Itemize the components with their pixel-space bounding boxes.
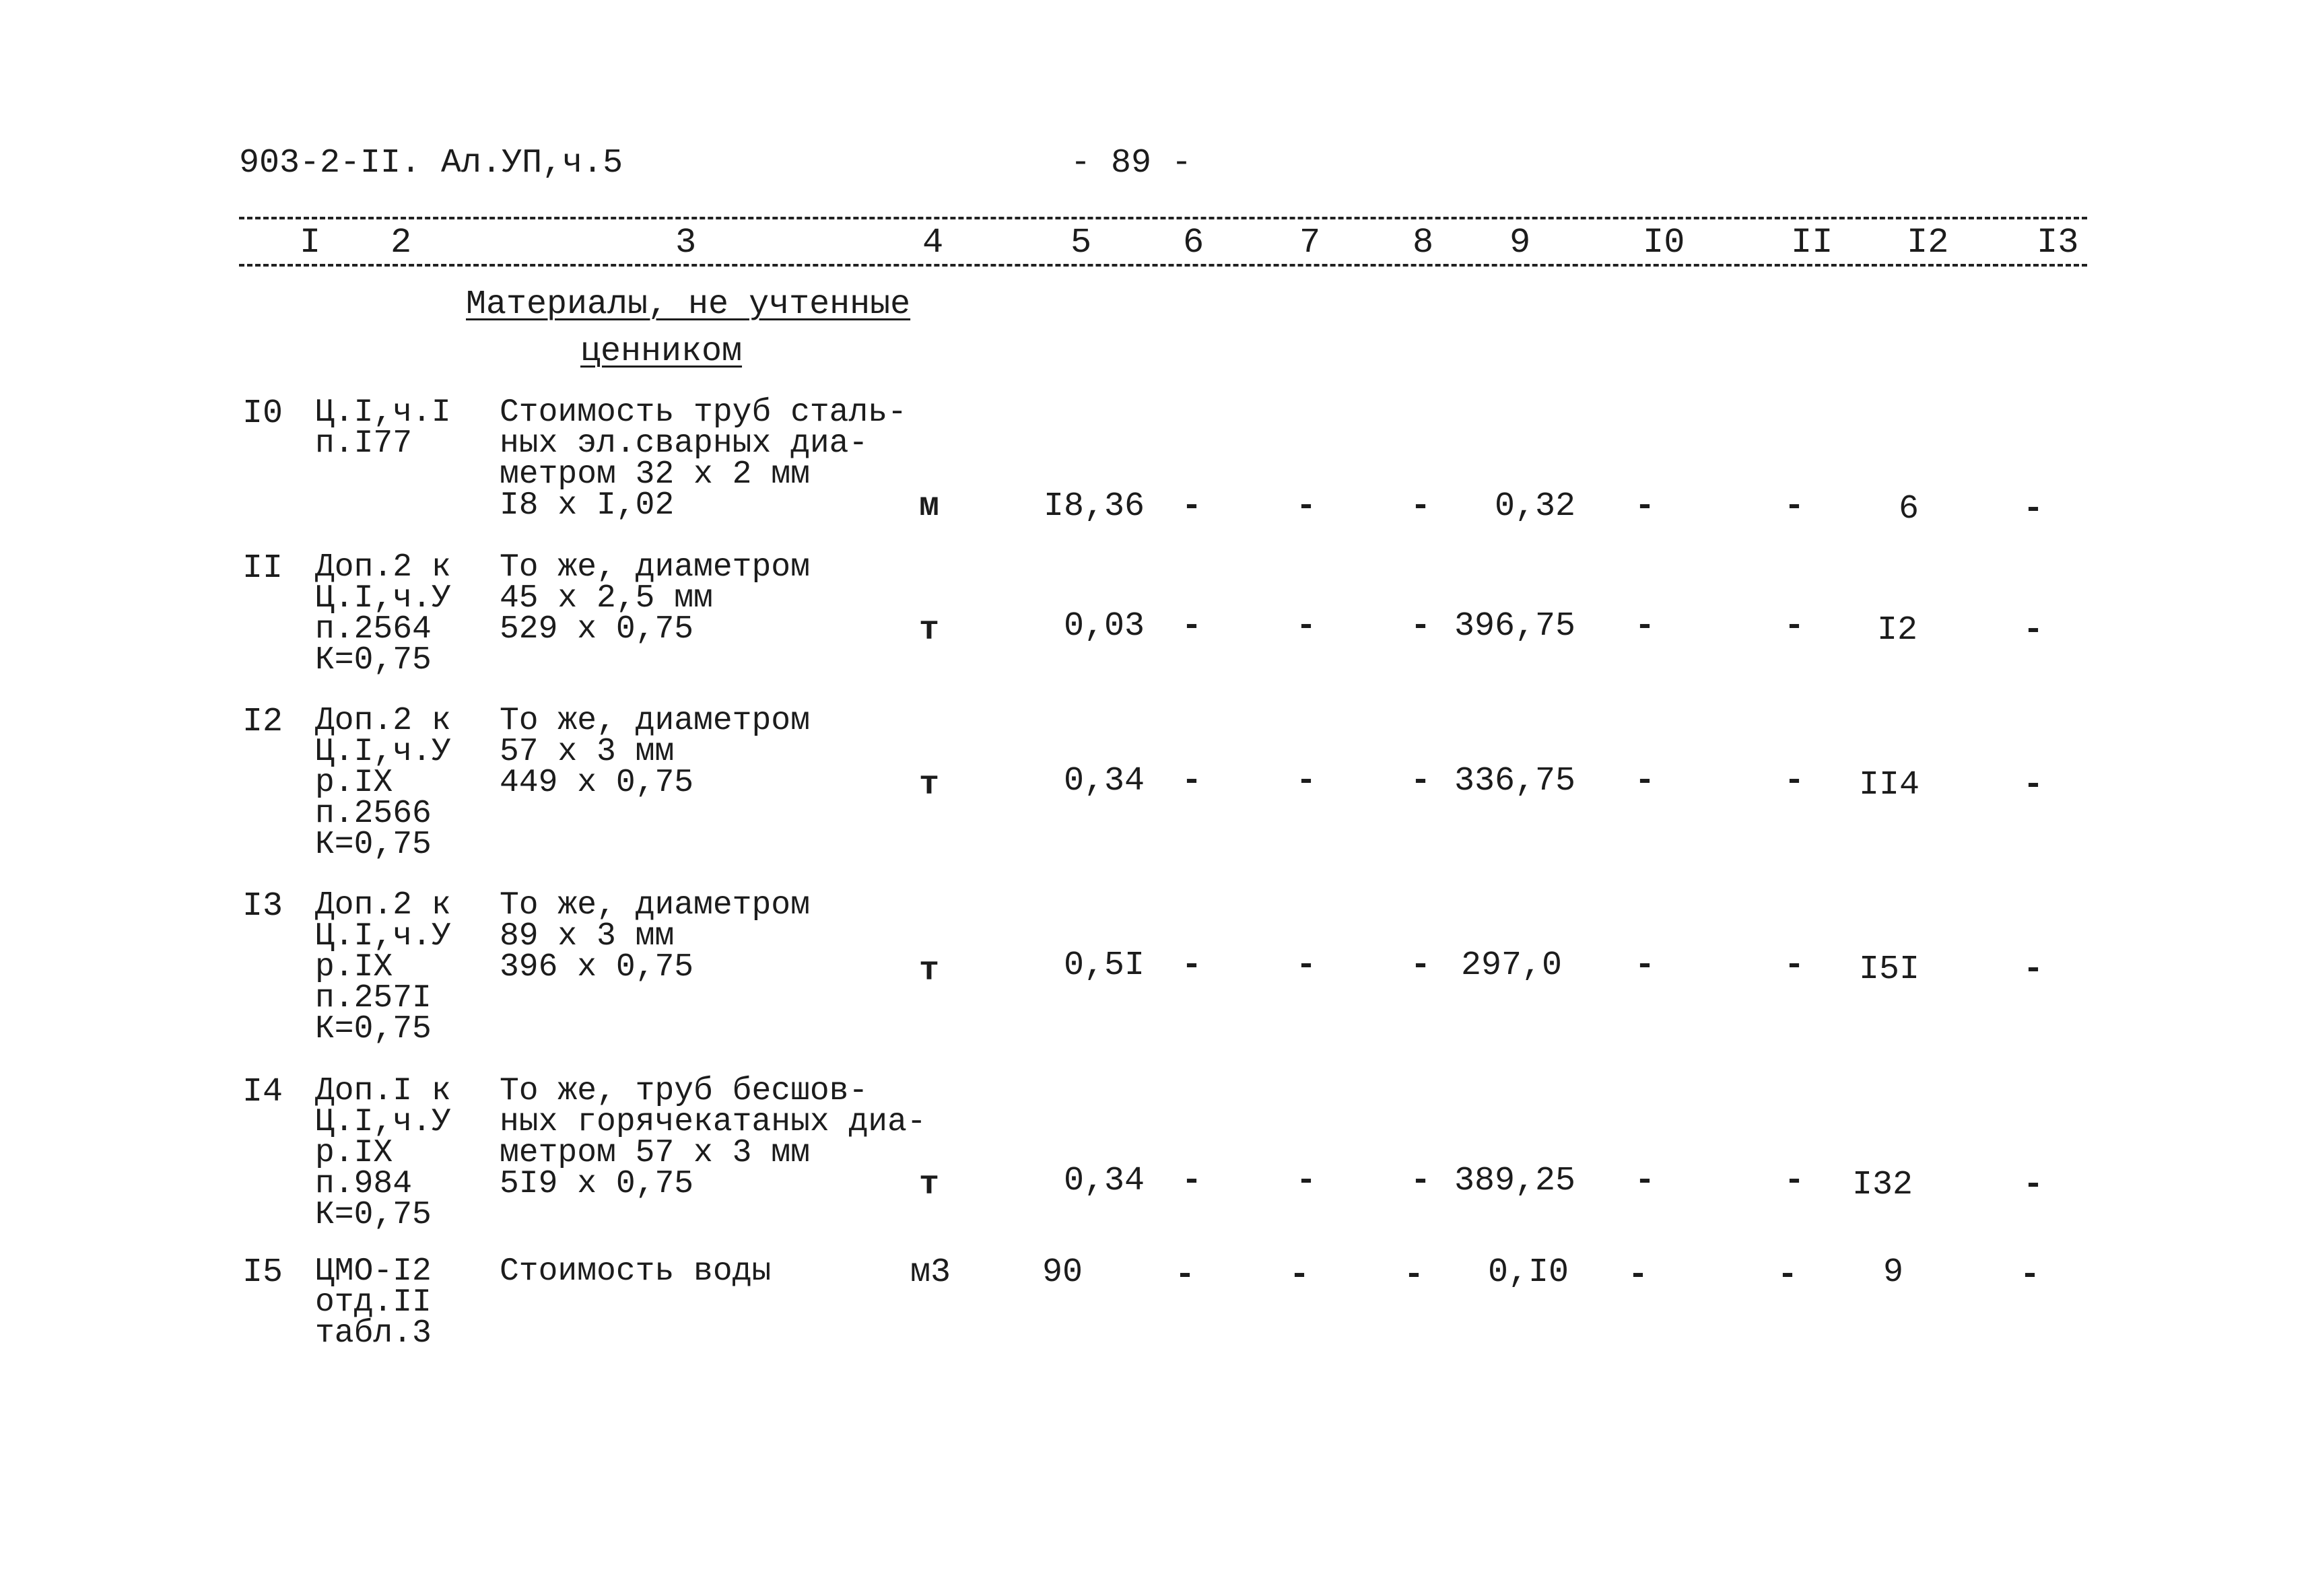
col13-value: -	[2023, 950, 2044, 989]
col10-value: -	[1635, 946, 1656, 985]
col5-value: 0,03	[1063, 607, 1145, 646]
unit: т	[919, 952, 940, 990]
column-header-5: 5	[1071, 223, 1092, 263]
section-title-line2: ценником	[580, 333, 743, 371]
unit: м	[919, 487, 940, 526]
unit: т	[919, 1166, 940, 1204]
price-reference: Доп.2 к Ц.I,ч.У р.IX п.2566 К=0,75	[315, 703, 451, 863]
price-reference: Доп.2 к Ц.I,ч.У р.IX п.257I К=0,75	[315, 887, 451, 1047]
col8-value: -	[1411, 487, 1431, 526]
col10-value: -	[1628, 1256, 1649, 1294]
col9-value: 297,0	[1460, 946, 1562, 985]
col11-value: -	[1784, 946, 1805, 985]
col8-value: -	[1411, 946, 1431, 985]
col8-value: -	[1411, 607, 1431, 646]
col9-value: 0,I0	[1487, 1253, 1569, 1292]
column-header-2: 2	[390, 223, 412, 263]
unit: т	[919, 611, 940, 650]
column-header-1: I	[300, 223, 321, 263]
row-number: I5	[242, 1253, 283, 1292]
col6-value: -	[1175, 1256, 1196, 1294]
item-description: Стоимость воды	[500, 1253, 772, 1290]
col13-value: -	[2023, 611, 2044, 650]
item-description: Стоимость труб сталь- ных эл.сварных диа- метром 32 х 2 мм I8 х I,02	[500, 394, 907, 524]
col6-value: -	[1182, 487, 1202, 526]
column-header-3: 3	[675, 223, 697, 263]
col9-value: 336,75	[1454, 762, 1575, 800]
col5-value: I8,36	[1043, 487, 1145, 526]
unit: т	[919, 766, 940, 804]
col5-value: 0,5I	[1063, 946, 1145, 985]
unit: м3	[910, 1253, 951, 1292]
item-description: То же, диаметром 57 х 3 мм 449 х 0,75	[500, 703, 810, 801]
item-description: То же, труб бесшов- ных горячекатаных диа- метром 57 х 3 мм 5I9 х 0,75	[500, 1073, 926, 1202]
col11-value: -	[1784, 762, 1805, 800]
col9-value: 396,75	[1454, 607, 1575, 646]
col6-value: -	[1182, 1162, 1202, 1200]
row-number: II	[242, 549, 283, 588]
column-header-8: 8	[1413, 223, 1434, 263]
col7-value: -	[1296, 607, 1317, 646]
col12-value: 6	[1898, 490, 1919, 528]
row-number: I2	[242, 703, 283, 741]
document-code: 903-2-II. Ал.УП,ч.5	[239, 144, 623, 182]
col11-value: -	[1784, 1162, 1805, 1200]
column-header-7: 7	[1299, 223, 1321, 263]
row-number: I4	[242, 1073, 283, 1111]
col6-value: -	[1182, 607, 1202, 646]
price-reference: ЦМО-I2 отд.II табл.3	[315, 1253, 432, 1352]
price-reference: Доп.I к Ц.I,ч.У р.IX п.984 К=0,75	[315, 1073, 451, 1233]
col5-value: 90	[1042, 1253, 1083, 1292]
col9-value: 389,25	[1454, 1162, 1575, 1200]
col13-value: -	[2023, 766, 2044, 804]
col12-value: I5I	[1858, 950, 1920, 989]
col8-value: -	[1404, 1256, 1425, 1294]
column-header-6: 6	[1183, 223, 1204, 263]
col12-value: I32	[1852, 1166, 1913, 1204]
col13-value: -	[2023, 490, 2044, 528]
price-reference: Ц.I,ч.I п.I77	[315, 394, 451, 462]
column-header-13: I3	[2037, 223, 2079, 263]
column-header-10: I0	[1643, 223, 1685, 263]
col7-value: -	[1296, 946, 1317, 985]
col8-value: -	[1411, 1162, 1431, 1200]
item-description: То же, диаметром 45 х 2,5 мм 529 х 0,75	[500, 549, 810, 648]
col9-value: 0,32	[1494, 487, 1575, 526]
col12-value: II4	[1858, 766, 1920, 804]
table-header-rule	[239, 264, 2087, 267]
column-header-9: 9	[1509, 223, 1531, 263]
page-number: - 89 -	[1071, 144, 1192, 182]
col5-value: 0,34	[1063, 1162, 1145, 1200]
col13-value: -	[2023, 1166, 2044, 1204]
col7-value: -	[1296, 1162, 1317, 1200]
col12-value: I2	[1876, 611, 1917, 650]
col10-value: -	[1635, 762, 1656, 800]
col10-value: -	[1635, 487, 1656, 526]
column-header-12: I2	[1907, 223, 1949, 263]
col10-value: -	[1635, 1162, 1656, 1200]
col7-value: -	[1296, 762, 1317, 800]
col6-value: -	[1182, 762, 1202, 800]
col11-value: -	[1784, 487, 1805, 526]
col11-value: -	[1784, 607, 1805, 646]
section-title-line1: Материалы, не учтенные	[466, 285, 911, 324]
table-top-rule	[239, 217, 2087, 219]
price-reference: Доп.2 к Ц.I,ч.У п.2564 К=0,75	[315, 549, 451, 679]
col5-value: 0,34	[1063, 762, 1145, 800]
item-description: То же, диаметром 89 х 3 мм 396 х 0,75	[500, 887, 810, 985]
col7-value: -	[1289, 1256, 1310, 1294]
col6-value: -	[1182, 946, 1202, 985]
row-number: I0	[242, 394, 283, 433]
column-header-4: 4	[922, 223, 944, 263]
col12-value: 9	[1882, 1253, 1903, 1292]
col11-value: -	[1777, 1256, 1798, 1294]
col13-value: -	[2020, 1256, 2041, 1294]
col7-value: -	[1296, 487, 1317, 526]
col10-value: -	[1635, 607, 1656, 646]
row-number: I3	[242, 887, 283, 926]
column-header-11: II	[1791, 223, 1833, 263]
col8-value: -	[1411, 762, 1431, 800]
